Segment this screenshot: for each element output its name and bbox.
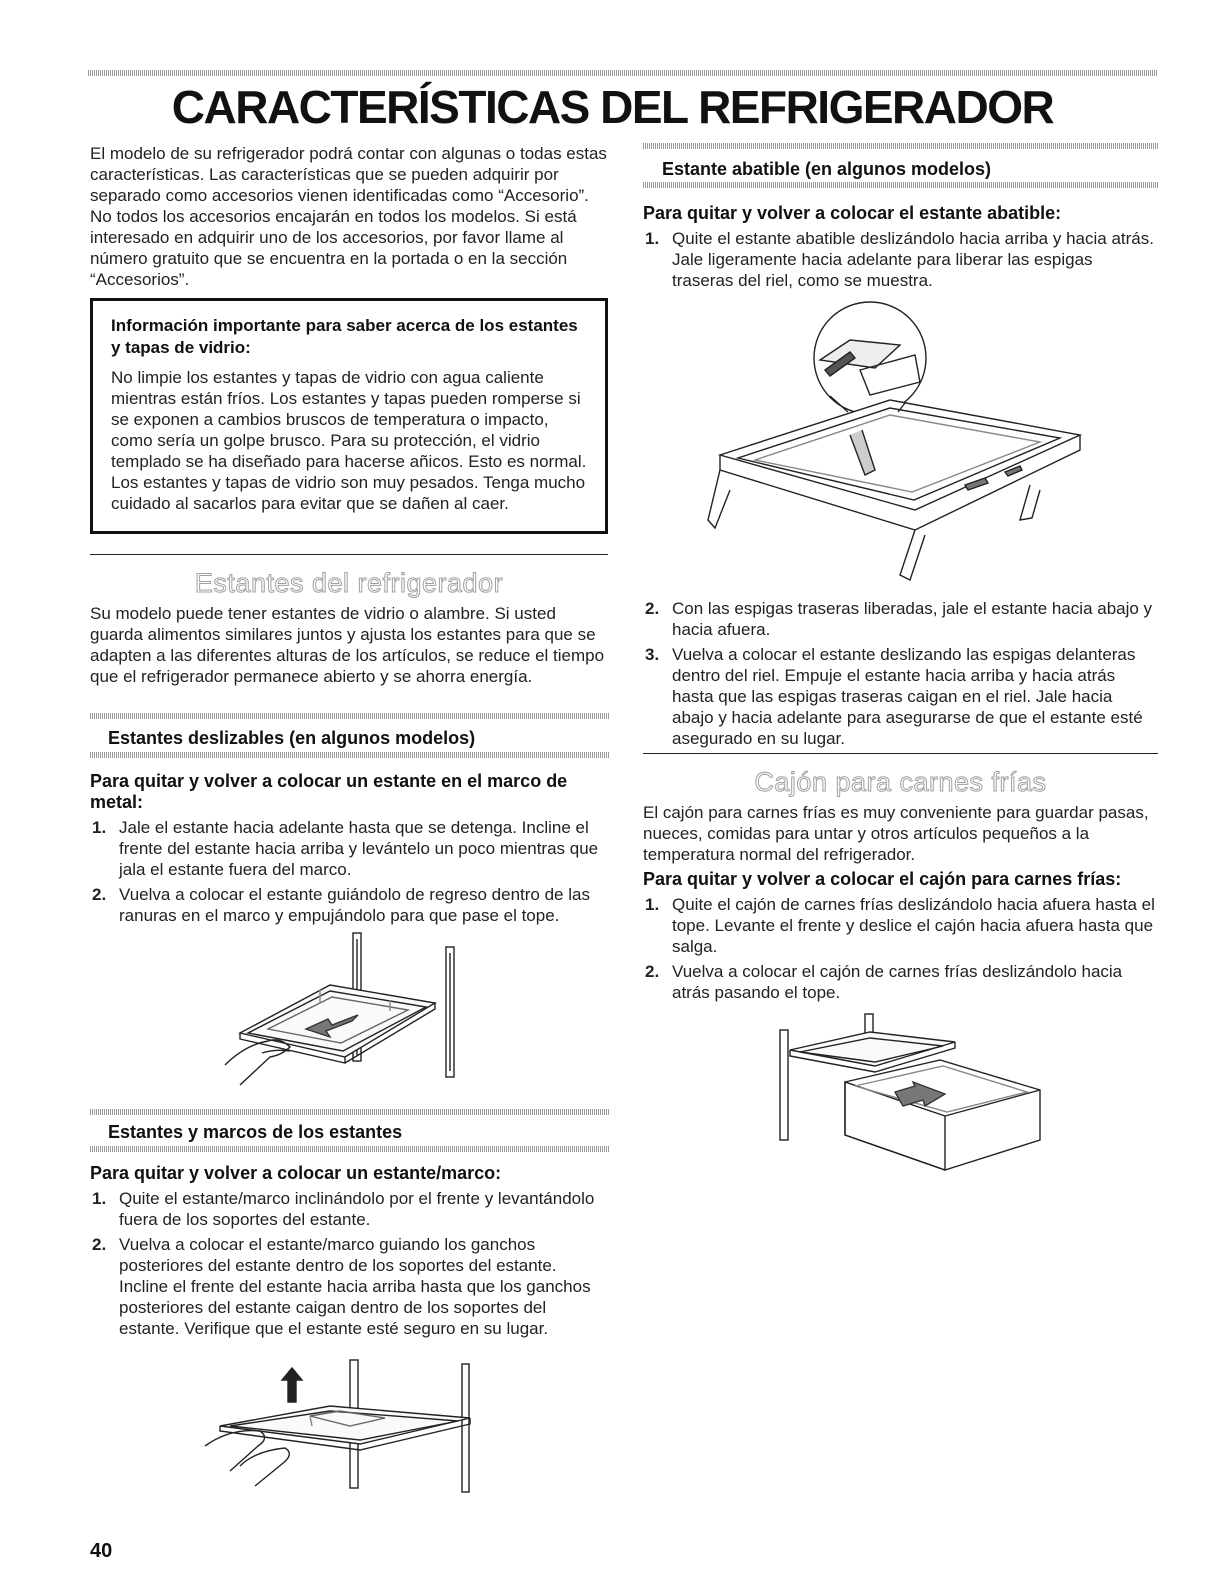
shelf-frame-illustration bbox=[200, 1356, 490, 1496]
meatdrawer-steps bbox=[643, 894, 1158, 1003]
sliding-shelf-illustration bbox=[220, 925, 480, 1100]
meatdrawer-text: El cajón para carnes frías es muy conveniente para guardar pasas, nueces, comidas para untar y otros artículos pequeños a la temperatura normal del refrigerador. bbox=[643, 803, 1149, 864]
callout-text: No limpie los estantes y tapas de vidrio con agua caliente mientras están fríos. Los estantes y tapas pueden romperse si se exponen a cambios bruscos de temperatura o impacto, como sería un golpe brusco. Para su protección, el vidrio templado se ha diseñado para hacerse añicos. Esto es normal. Los estantes y tapas de vidrio son muy pesados. Tenga mucho cuidado al sacarlos para evitar que se dañen al caer. bbox=[111, 368, 587, 513]
list-item bbox=[643, 228, 1158, 291]
flipup-subhead: Estante abatible (en algunos modelos) bbox=[662, 159, 992, 179]
meatdrawer-section-rule bbox=[643, 753, 1158, 754]
step-text: Vuelva a colocar el estante guiándolo de regreso dentro de las ranuras en el marco y empujándolo para que pase el tope. bbox=[119, 885, 590, 925]
frames-instructions bbox=[90, 1163, 610, 1343]
frames-rule-bottom bbox=[90, 1146, 610, 1152]
step-number: 1. bbox=[92, 818, 107, 837]
sliding-rule-bottom bbox=[90, 752, 610, 758]
step-text: Vuelva a colocar el cajón de carnes frías deslizándolo hacia atrás pasando el tope. bbox=[672, 962, 1123, 1002]
step-number: 2. bbox=[645, 599, 660, 618]
frames-heading: Para quitar y volver a colocar un estante/marco: bbox=[90, 1163, 502, 1183]
step-text: Quite el estante/marco inclinándolo por el frente y levantándolo fuera de los soportes del estante. bbox=[119, 1189, 595, 1229]
step-number: 1. bbox=[92, 1189, 107, 1208]
flipup-instructions bbox=[643, 203, 1158, 295]
step-number: 3. bbox=[645, 645, 660, 664]
top-dotted-rule bbox=[88, 70, 1158, 76]
flipup-heading: Para quitar y volver a colocar el estante abatible: bbox=[643, 203, 1062, 223]
shelves-intro bbox=[90, 603, 610, 687]
sliding-instructions bbox=[90, 771, 610, 930]
step-number: 1. bbox=[645, 895, 660, 914]
intro-text: El modelo de su refrigerador podrá contar con algunas o todas estas características. Las características que se pueden adquirir por separado como accesorios vienen identificadas como “Accesorio”. No todos los accesorios encajarán en todos los modelos. Si está interesado en adquirir uno de los accesorios, por favor llame al número gratuito que se encuentra en la portada o en la sección “Accesorios”. bbox=[90, 144, 607, 289]
callout-heading: Información importante para saber acerca de los estantes y tapas de vidrio: bbox=[111, 316, 578, 357]
frames-steps bbox=[90, 1188, 610, 1339]
step-text: Vuelva a colocar el estante deslizando las espigas delanteras dentro del riel. Empuje el estante hacia arriba y hacia atrás hasta que las espigas traseras caigan en el riel. Jale hacia abajo y hacia adelante para asegurarse de que el estante esté asegurado en su lugar. bbox=[672, 645, 1143, 748]
frames-subhead: Estantes y marcos de los estantes bbox=[108, 1122, 403, 1142]
glass-warning-callout bbox=[90, 298, 608, 534]
step-text: Quite el cajón de carnes frías deslizándolo hacia afuera hasta el tope. Levante el frente y deslice el cajón hacia afuera hasta que salga. bbox=[672, 895, 1155, 956]
list-item bbox=[90, 1188, 610, 1230]
meatdrawer-instructions bbox=[643, 802, 1158, 1007]
meatdrawer-section-title: Cajón para carnes frías bbox=[754, 767, 1047, 797]
flipup-rule-top bbox=[643, 143, 1158, 149]
step-text: Quite el estante abatible deslizándolo hacia arriba y hacia atrás. Jale ligeramente hacia adelante para liberar las espigas traseras del riel, como se muestra. bbox=[672, 229, 1154, 290]
intro-block bbox=[90, 143, 610, 290]
shelves-section-title: Estantes del refrigerador bbox=[194, 568, 504, 598]
sliding-rule-top bbox=[90, 713, 610, 719]
page-number: 40 bbox=[90, 1540, 113, 1562]
flipup-steps-a bbox=[643, 228, 1158, 291]
sliding-heading: Para quitar y volver a colocar un estante en el marco de metal: bbox=[90, 771, 568, 812]
meatdrawer-heading: Para quitar y volver a colocar el cajón para carnes frías: bbox=[643, 869, 1122, 889]
step-text: Vuelva a colocar el estante/marco guiando los ganchos posteriores del estante dentro de los soportes del estante. Incline el frente del estante hacia arriba hasta que los ganchos posteriores del estante caigan dentro de los soportes del estante. Verifique que el estante esté seguro en su lugar. bbox=[119, 1235, 591, 1338]
sliding-steps bbox=[90, 817, 610, 926]
meat-drawer-illustration bbox=[775, 1010, 1050, 1180]
step-text: Jale el estante hacia adelante hasta que se detenga. Incline el frente del estante hacia arriba y levántelo un poco mientras que jala el estante fuera del marco. bbox=[119, 818, 599, 879]
page-title: CARACTERÍSTICAS DEL REFRIGERADOR bbox=[171, 81, 1054, 133]
list-item bbox=[643, 961, 1158, 1003]
flipup-rule-bottom bbox=[643, 182, 1158, 188]
step-number: 2. bbox=[92, 885, 107, 904]
step-text: Con las espigas traseras liberadas, jale el estante hacia abajo y hacia afuera. bbox=[672, 599, 1153, 639]
sliding-subhead: Estantes deslizables (en algunos modelos) bbox=[108, 728, 476, 748]
shelves-section-rule bbox=[90, 554, 608, 555]
step-number: 2. bbox=[645, 962, 660, 981]
list-item bbox=[90, 884, 610, 926]
step-number: 2. bbox=[92, 1235, 107, 1254]
frames-rule-top bbox=[90, 1109, 610, 1115]
flipup-instructions-continued bbox=[643, 598, 1158, 753]
list-item bbox=[643, 644, 1158, 749]
flipup-steps-b bbox=[643, 598, 1158, 749]
list-item bbox=[90, 1234, 610, 1339]
shelves-intro-text: Su modelo puede tener estantes de vidrio o alambre. Si usted guarda alimentos similares juntos y ajusta los estantes para que se adapten a las diferentes alturas de los artículos, se reduce el tiempo que el refrigerador permanece abierto y se ahorra energía. bbox=[90, 604, 605, 686]
list-item bbox=[643, 598, 1158, 640]
list-item bbox=[643, 894, 1158, 957]
flipup-shelf-illustration bbox=[700, 300, 1100, 585]
step-number: 1. bbox=[645, 229, 660, 248]
list-item bbox=[90, 817, 610, 880]
